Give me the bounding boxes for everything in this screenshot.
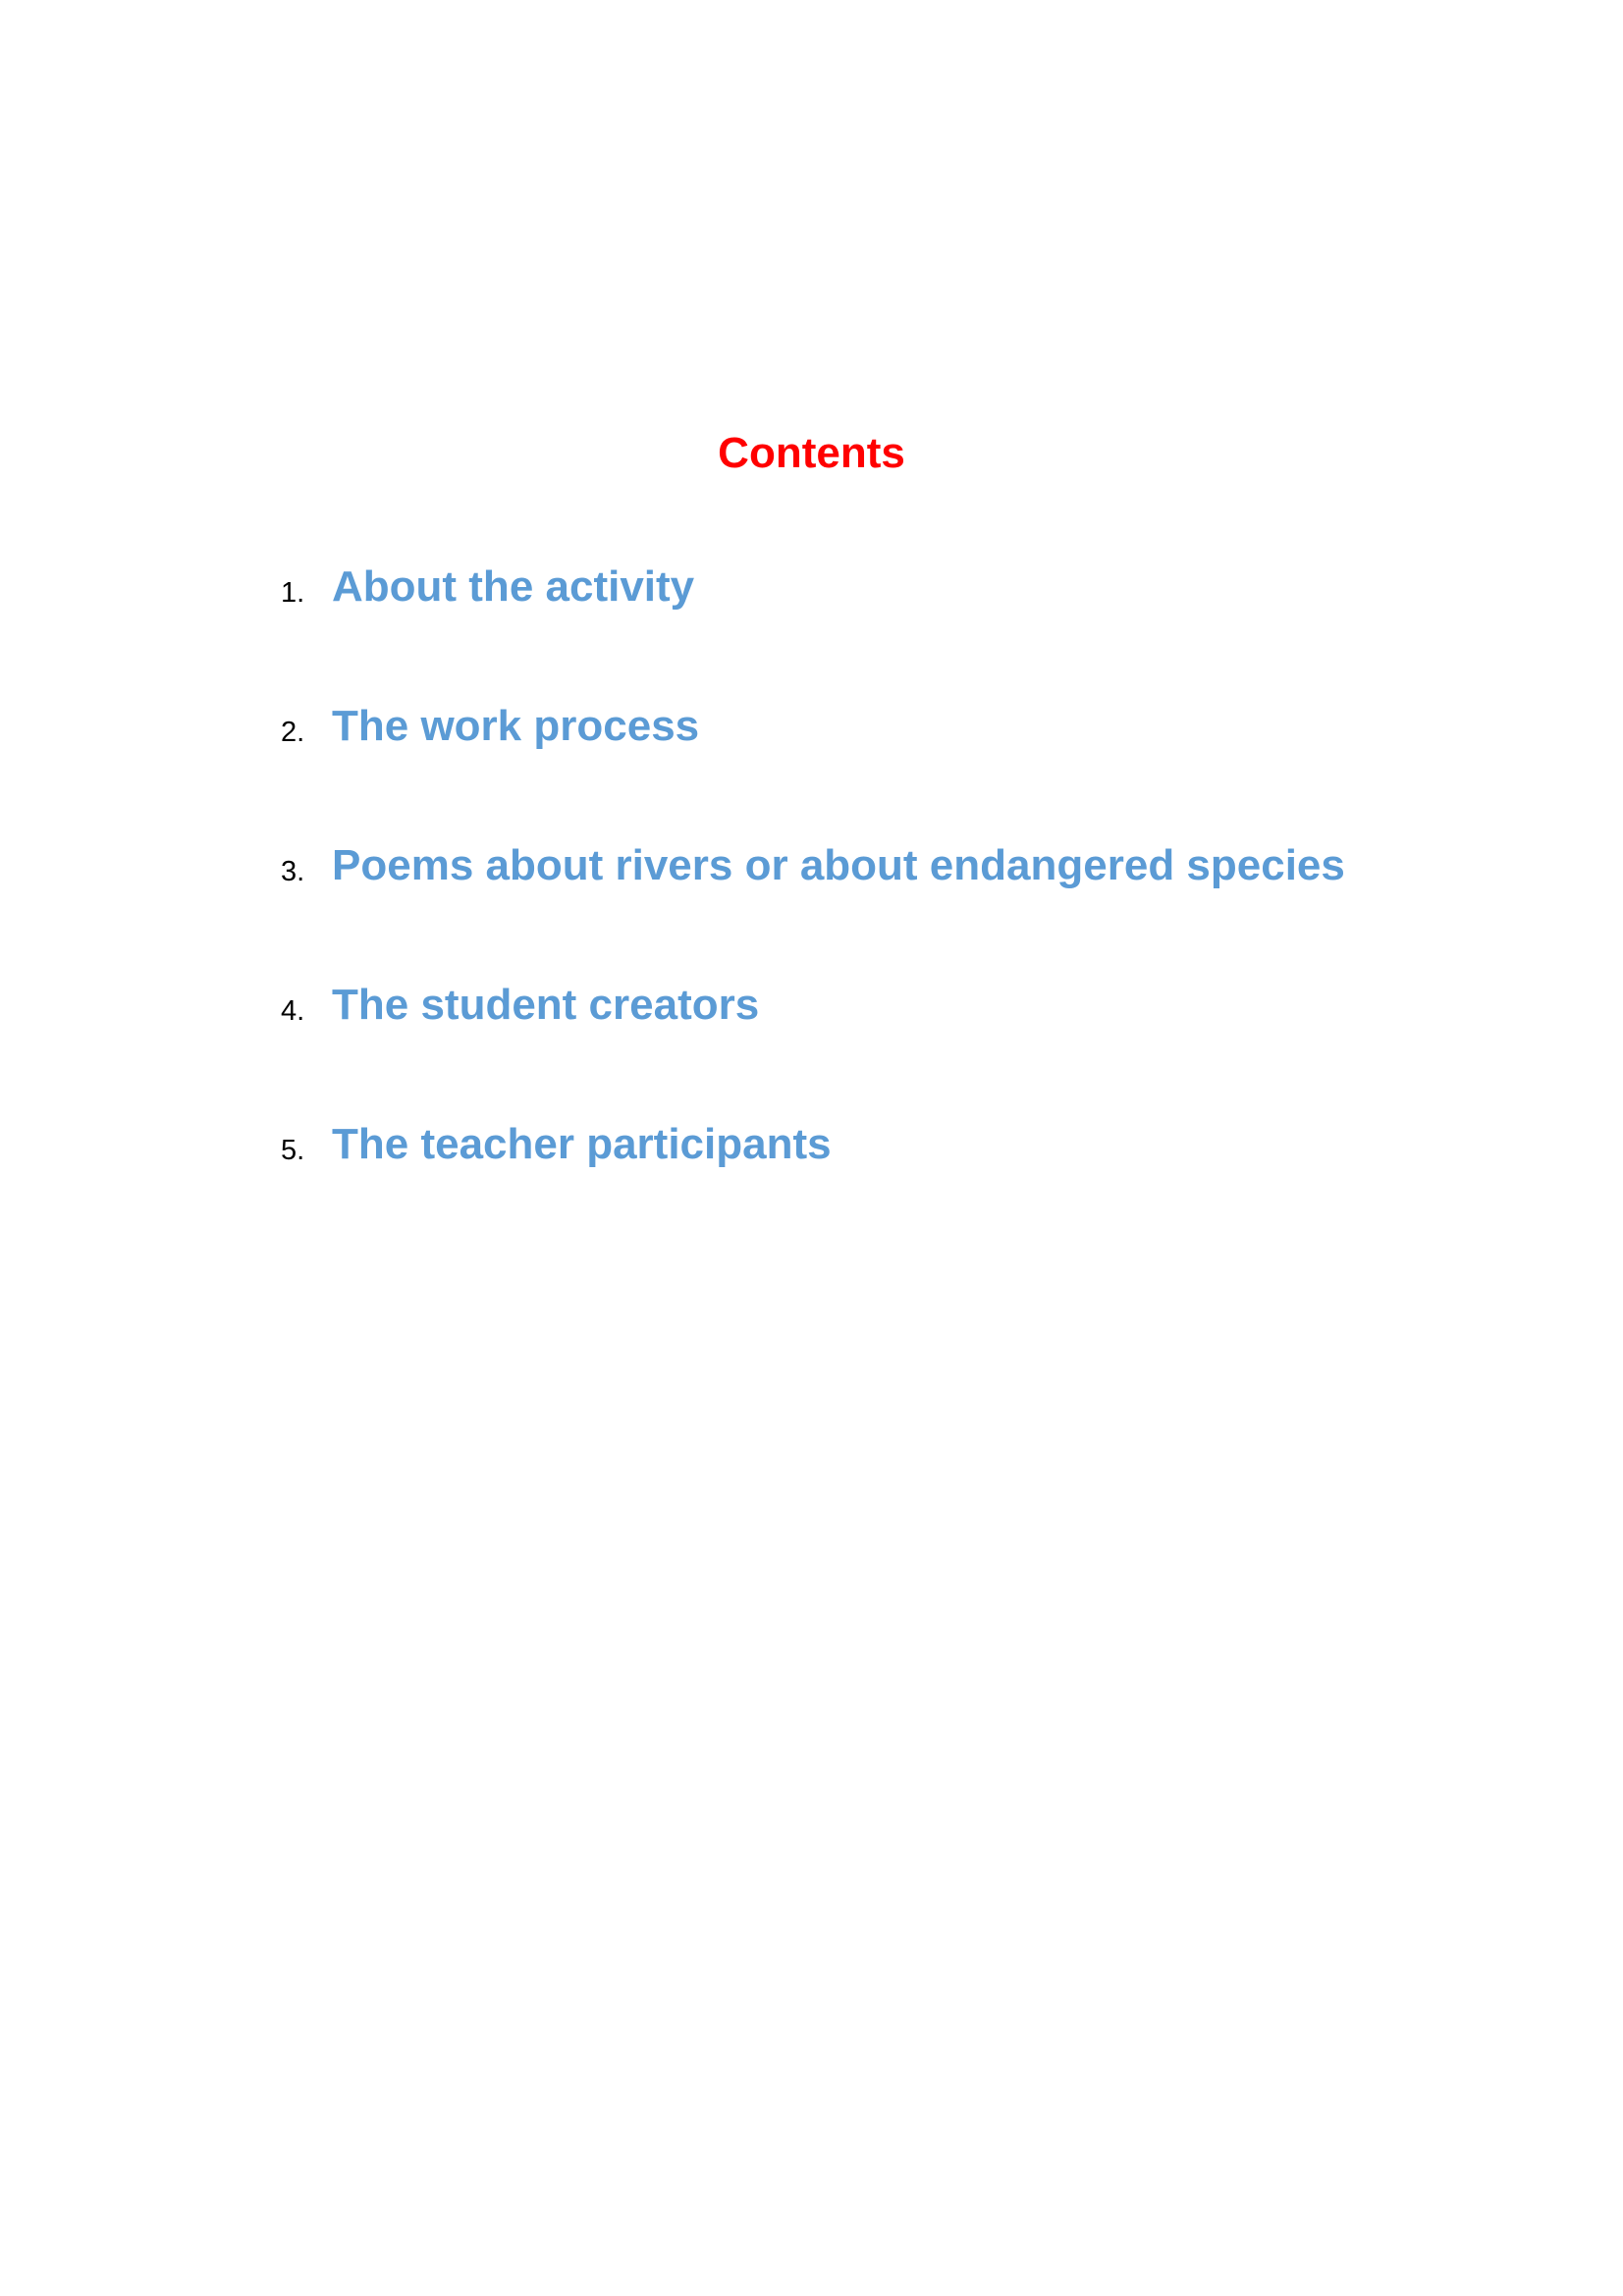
- toc-item-4: [0, 973, 1623, 1041]
- toc-item-3: [0, 833, 1623, 902]
- toc-item-1: [0, 555, 1623, 623]
- toc-link-the-work-process[interactable]: The work process: [332, 702, 700, 750]
- toc-item-number: 1.: [281, 577, 305, 609]
- toc-link-about-the-activity[interactable]: About the activity: [332, 562, 695, 611]
- toc-item-number: 3.: [281, 856, 305, 887]
- toc-item-2: [0, 694, 1623, 763]
- toc-item-5: [0, 1112, 1623, 1181]
- contents-title: Contents: [718, 429, 905, 477]
- toc-link-the-teacher-participants[interactable]: The teacher participants: [332, 1120, 832, 1168]
- toc-link-the-student-creators[interactable]: The student creators: [332, 981, 760, 1029]
- toc-link-poems[interactable]: Poems about rivers or about endangered species: [332, 841, 1345, 889]
- toc-item-number: 4.: [281, 995, 305, 1027]
- toc-item-number: 5.: [281, 1135, 305, 1166]
- toc-item-number: 2.: [281, 717, 305, 748]
